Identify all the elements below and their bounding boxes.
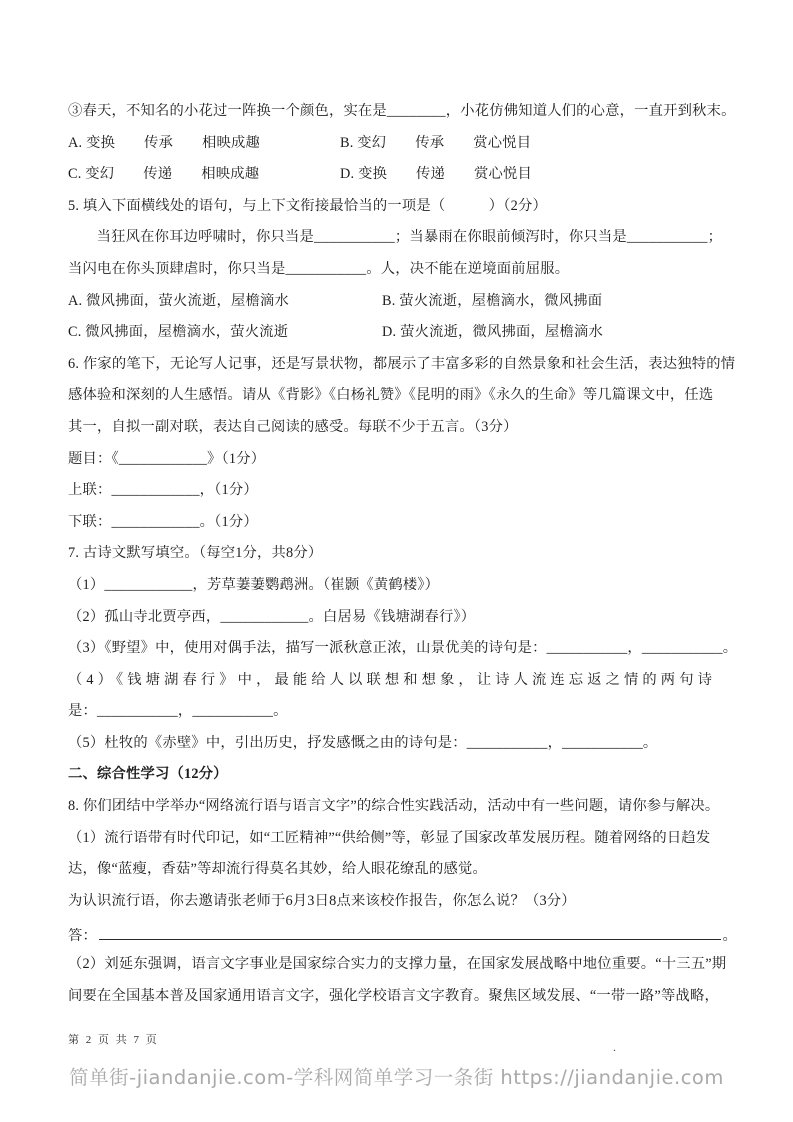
q5-option-a: A. 微风拂面，萤火流逝，屋檐滴水 [68, 292, 290, 309]
q5-body-line2: 当闪电在你头顶肆虐时，你只当是___________。人，决不能在逆境面前屈服。 [68, 260, 570, 277]
q7-item3: （3）《野望》中，使用对偶手法，描写一派秋意正浓，山景优美的诗句是：___________，___________。 [68, 640, 738, 657]
q7-item5: （5）杜牧的《赤壁》中，引出历史，抒发感慨之由的诗句是：___________，___________。 [68, 734, 658, 751]
q7-title: 7. 古诗文默写填空。（每空1分，共8分） [68, 545, 323, 562]
q3-stem: ③春天，不知名的小花过一阵换一个颜色，实在是________，小花仿佛知道人们的心意，一直开到秋末。 [68, 103, 736, 119]
stray-dot-mark: . [613, 1040, 616, 1054]
answer-blank-underline [99, 917, 721, 940]
q3-option-a: A. 变换 传承 相映成趣 [68, 134, 261, 151]
q5-options-row1 [68, 286, 737, 318]
q8-item1-line1: （1）流行语带有时代印记，如“工匠精神”“供给侧”等，彰显了国家改革发展历程。随着网络的日趋发 [68, 829, 711, 846]
q7-item1: （1）____________，芳草萋萋鹦鹉洲。（崔颢《黄鹤楼》） [68, 576, 440, 593]
q8-item2-line2: 间要在全国基本普及国家通用语言文字，强化学校语言文字教育。聚焦区域发展、“一带一路”等战略， [68, 987, 719, 1004]
site-watermark: 简单街-jiandanjie.com-学科网简单学习一条街 https://jiandanjie.com [69, 1066, 724, 1089]
q8-item1-line2: 达，像“蓝瘦，香菇”等却流行得莫名其妙，给人眼花缭乱的感觉。 [68, 861, 488, 878]
answer-label: 答： [68, 928, 97, 945]
q6-lower-couplet-blank: 下联：____________。（1分） [68, 513, 258, 530]
section2-heading: 二、综合性学习（12分） [68, 766, 228, 783]
q5-body-line1: 当狂风在你耳边呼啸时，你只当是___________；当暴雨在你眼前倾泻时，你只当是___________； [96, 229, 723, 246]
exam-content [68, 96, 737, 1012]
q5-options-row2 [68, 317, 737, 349]
q5-option-d: D. 萤火流逝，微风拂面，屋檐滴水 [382, 324, 604, 341]
q5-title: 5. 填入下面横线处的语句，与上下文衔接最恰当的一项是（ ）（2分） [68, 197, 547, 214]
q6-title-blank: 题目：《____________》（1分） [68, 450, 266, 467]
q7-item2: （2）孤山寺北贾亭西，____________。白居易《钱塘湖春行》） [68, 608, 476, 625]
q6-line2: 感体验和深刻的人生感悟。请从《背影》《白杨礼赞》《昆明的雨》《永久的生命》等几篇课文中，任选 [68, 387, 714, 404]
q6-line1: 6. 作家的笔下，无论写人记事，还是写景状物，都展示了丰富多彩的自然景象和社会生活，表达独特的情 [68, 355, 736, 372]
q3-options-row2 [68, 159, 737, 191]
page-number-info: 第 2 页 共 7 页 [68, 1034, 159, 1046]
q6-upper-couplet-blank: 上联：____________，（1分） [68, 482, 258, 499]
q3-option-d: D. 变换 传递 赏心悦目 [340, 166, 533, 183]
q3-options-row1 [68, 128, 737, 160]
answer-end-punctuation: 。 [722, 928, 737, 945]
q8-intro: 8. 你们团结中学举办“网络流行语与语言文字”的综合性实践活动，活动中有一些问题，请你参与解决。 [68, 798, 720, 815]
q7-item4-line1: （4）《钱塘湖春行》中，最能给人以联想和想象，让诗人流连忘返之情的两句诗 [68, 671, 716, 688]
q6-line3: 其一，自拟一副对联，表达自己阅读的感受。每联不少于五言。（3分） [68, 418, 518, 435]
q8-answer-line [68, 917, 737, 949]
q3-option-b: B. 变幻 传承 赏心悦目 [340, 134, 532, 151]
q8-item2-line1: （2）刘延东强调，语言文字事业是国家综合实力的支撑力量，在国家发展战略中地位重要。“十三五”期 [68, 956, 727, 973]
q3-option-c: C. 变幻 传递 相映成趣 [68, 166, 260, 183]
q7-item4-line2: 是：___________，___________。 [68, 703, 288, 720]
q5-option-b: B. 萤火流逝，屋檐滴水，微风拂面 [382, 292, 603, 309]
q5-option-c: C. 微风拂面，屋檐滴水，萤火流逝 [68, 324, 289, 341]
q8-item1-line3: 为认识流行语，你去邀请张老师于6月3日8点来该校作报告，你怎么说？（3分） [68, 892, 576, 909]
